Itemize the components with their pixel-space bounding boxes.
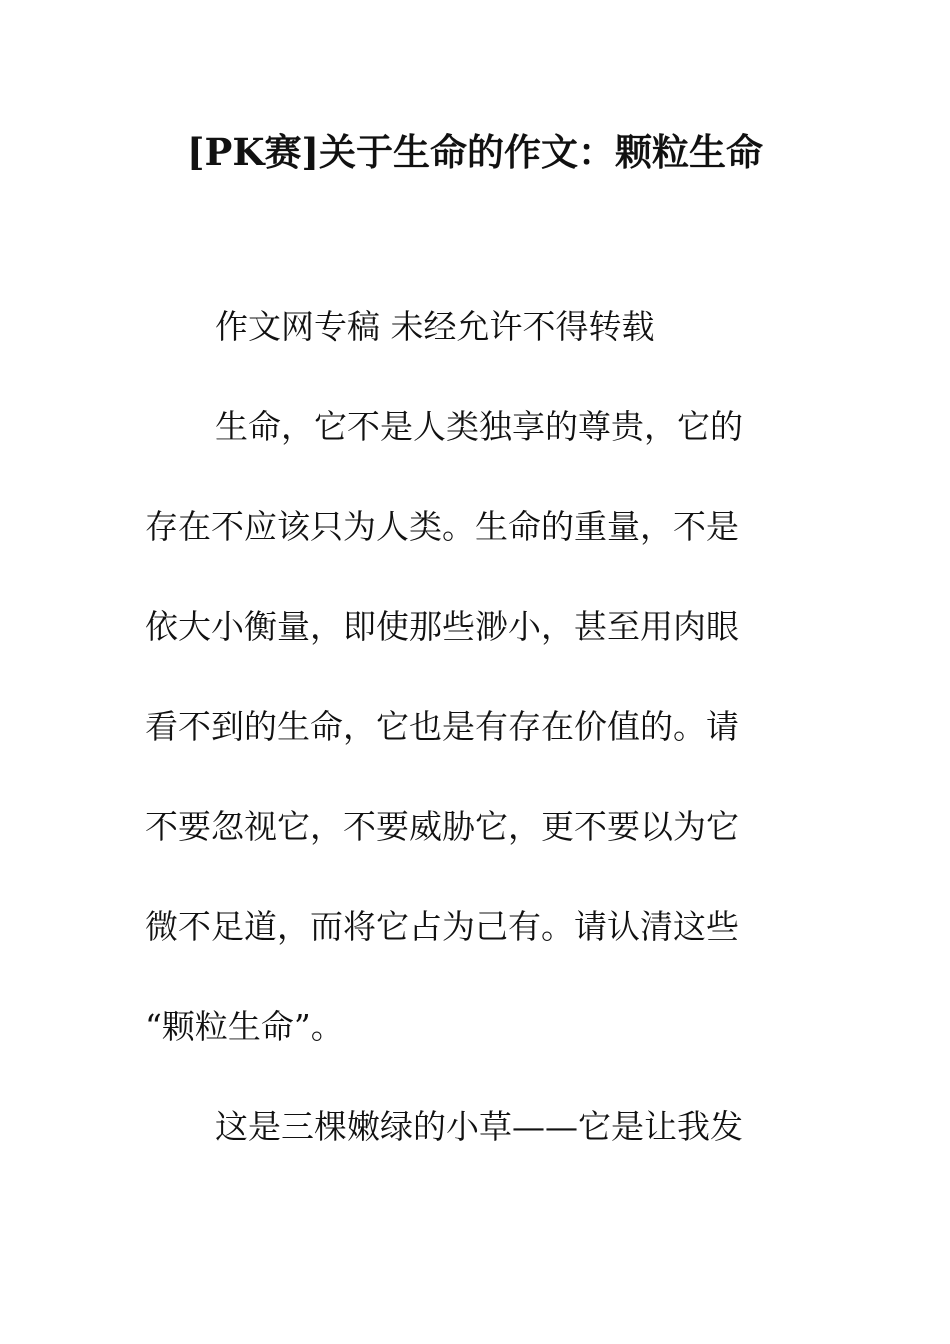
text-line-source-note: 作文网专稿 未经允许不得转载 <box>215 307 655 346</box>
document-title: [PK赛]关于生命的作文：颗粒生命 <box>187 130 763 174</box>
text-line: 微不足道，而将它占为己有。请认清这些 <box>145 907 739 946</box>
text-line: “颗粒生命”。 <box>145 1007 344 1046</box>
text-line: 存在不应该只为人类。生命的重量，不是 <box>145 507 739 546</box>
text-line-paragraph-1-start: 生命，它不是人类独享的尊贵，它的 <box>215 407 743 446</box>
text-line: 看不到的生命，它也是有存在价值的。请 <box>145 707 739 746</box>
text-line: 不要忽视它，不要威胁它，更不要以为它 <box>145 807 739 846</box>
text-line-paragraph-2-start: 这是三棵嫩绿的小草——它是让我发 <box>215 1107 743 1146</box>
text-line: 依大小衡量，即使那些渺小，甚至用肉眼 <box>145 607 739 646</box>
document-body <box>145 277 777 1177</box>
